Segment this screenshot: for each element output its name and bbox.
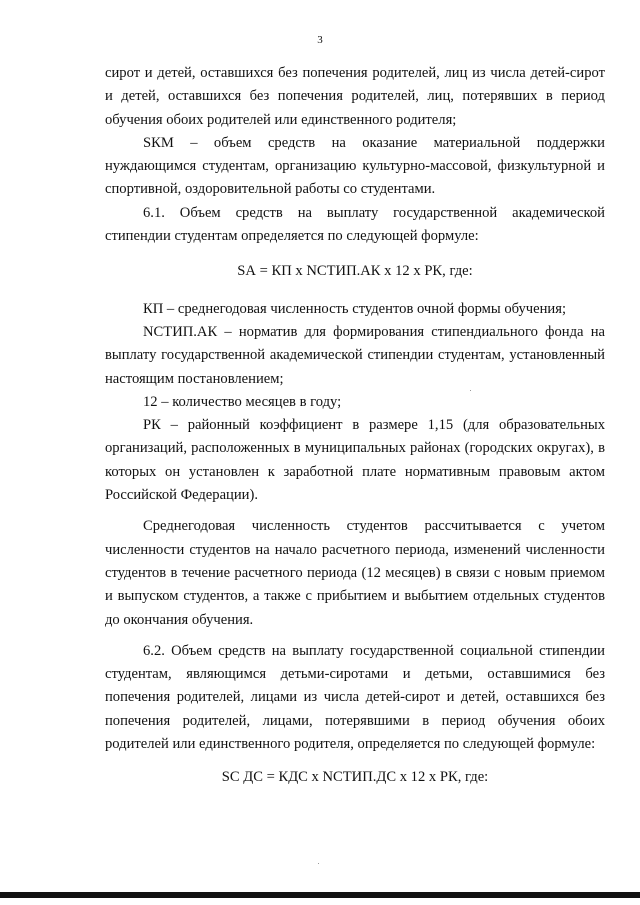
paragraph: NСТИП.АК – норматив для формирования стипендиального фонда на выплату государственной академической стипендии студентам, установленный настоящим постановлением; <box>105 323 605 387</box>
paragraph: SКМ – объем средств на оказание материальной поддержки нуждающимся студентам, организацию культурно-массовой, физкультурной и спортивной, оздоровительной работы со студентами. <box>105 134 605 198</box>
page-number: 3 <box>317 34 323 46</box>
scan-speck <box>318 863 319 864</box>
document-body <box>105 62 605 790</box>
scan-edge <box>0 892 640 898</box>
formula-social: SС ДС = КДС х NСТИП.ДС х 12 х РК, где: <box>221 769 489 786</box>
formula-academic: SА = КП х NСТИП.АК х 12 х РК, где: <box>237 263 473 280</box>
paragraph: КП – среднегодовая численность студентов очной формы обучения; <box>143 300 567 317</box>
paragraph: 12 – количество месяцев в году; <box>143 393 342 410</box>
paragraph: 6.2. Объем средств на выплату государственной социальной стипендии студентам, являющимся детьми-сиротами и детьми, оставшимися без попечения родителей, лицами из числа детей-сирот и детей, оставшихся без попечения родителей, лицами, потерявшими в период обучения обоих родителей или единственного родителя, определяется по следующей формуле: <box>105 642 605 753</box>
paragraph: 6.1. Объем средств на выплату государственной академической стипендии студентам определяется по следующей формуле: <box>105 204 605 245</box>
scan-speck <box>470 390 471 391</box>
paragraph: РК – районный коэффициент в размере 1,15 (для образовательных организаций, расположенных в муниципальных районах (городских округах), в которых он установлен к заработной плате нормативным правовым актом Российской Федерации). <box>105 417 605 504</box>
paragraph: сирот и детей, оставшихся без попечения родителей, лиц из числа детей-сирот и детей, оставшихся без попечения родителей, лиц, потерявших в период обучения обоих родителей или единственного родителя; <box>105 65 605 128</box>
paragraph: Среднегодовая численность студентов рассчитывается с учетом численности студентов на начало расчетного периода, изменений численности студентов в течение расчетного периода (12 месяцев) в связи с новым приемом и выпуском студентов, а также с прибытием и выбытием отдельных студентов до окончания обучения. <box>105 518 605 628</box>
